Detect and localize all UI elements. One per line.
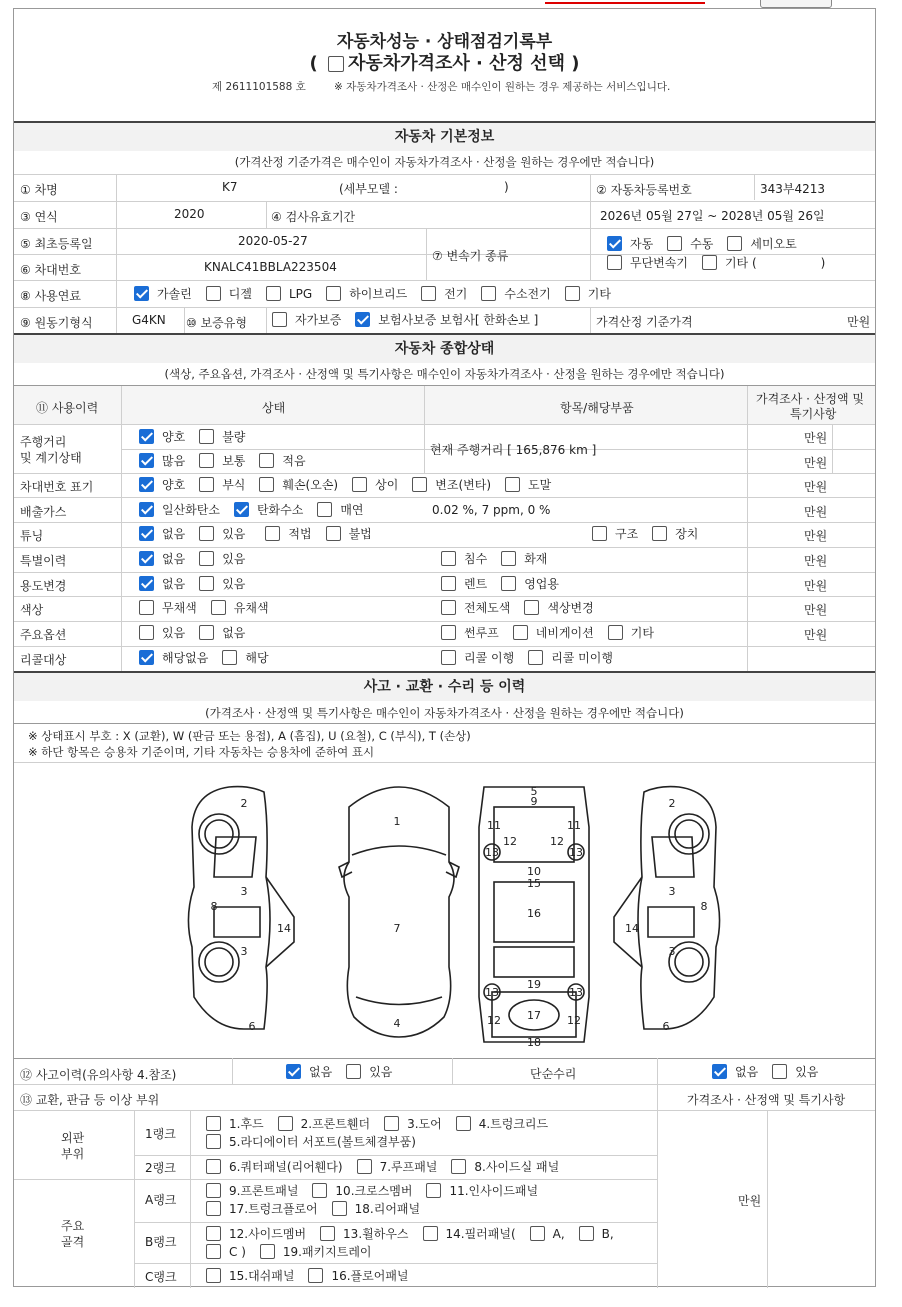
warranty-self-checkbox[interactable] [272,312,287,327]
exchange-price: 만원 [738,1194,762,1208]
col-price-1: 가격조사 · 산정액 및 [756,392,864,406]
dg-bot-11b: 11 [567,819,581,832]
recall-not-applicable-checkbox[interactable] [139,650,154,665]
part-package-tray-checkbox[interactable] [260,1244,275,1259]
tuning-legal-checkbox[interactable] [265,526,280,541]
special-none-checkbox[interactable] [139,551,154,566]
mileage-normal-checkbox[interactable] [199,453,214,468]
dg-top-1: 1 [393,815,401,828]
fuel-diesel-checkbox[interactable] [206,286,221,301]
warranty-insurance-checkbox[interactable] [355,312,370,327]
accident-none-checkbox[interactable] [286,1064,301,1079]
emission-price: 만원 [804,505,828,519]
dg-right-8: 8 [700,900,708,913]
option-etc-checkbox[interactable] [608,625,623,640]
basic-header: 자동차 기본정보 [14,121,875,151]
recall-applicable-checkbox[interactable] [222,650,237,665]
dg-left-2: 2 [240,797,248,810]
recall-status-options: 리콜 이행 리콜 미이행 [441,649,627,666]
vin-mark-good-checkbox[interactable] [139,477,154,492]
inspection-record-page [13,8,876,1287]
accident-note: (가격조사 · 산정액 및 특기사항은 매수인이 자동차가격조사 · 산정을 원하는 경우에만 적습니다) [205,706,684,720]
meter-bad-checkbox[interactable] [199,429,214,444]
car-diagram [174,767,734,1047]
options-exists-checkbox[interactable] [139,625,154,640]
special-price: 만원 [804,554,828,568]
trans-other-checkbox[interactable] [702,255,717,270]
option-navi-checkbox[interactable] [513,625,528,640]
meter-state-options: 양호 불량 [139,428,259,445]
part-trunk-floor-checkbox[interactable] [206,1201,221,1216]
fuel-hybrid-checkbox[interactable] [326,286,341,301]
detail-model-label: (세부모델 : [339,182,398,196]
emission-options: 일산화탄소 탄화수소 매연 [139,501,378,518]
mileage-many-checkbox[interactable] [139,453,154,468]
dg-bot-13d: 13 [569,986,583,999]
pillar-b-checkbox[interactable] [579,1226,594,1241]
col-price-2: 특기사항 [790,407,837,421]
mileage-price-1: 만원 [804,431,828,445]
color-change-options: 전체도색 색상변경 [441,599,608,616]
recall-options: 해당없음 해당 [139,649,283,666]
rankB-row-2: C ) 19.패키지트레이 [206,1243,386,1260]
col-item: 항목/해당부품 [560,401,634,415]
vin-mark-damage-checkbox[interactable] [259,477,274,492]
car-name-label: ① 차명 [20,183,58,197]
price-service-checkbox[interactable] [328,56,344,72]
color-chromatic-checkbox[interactable] [211,600,226,615]
simple-repair-exists-checkbox[interactable] [772,1064,787,1079]
recall-not-done-checkbox[interactable] [528,650,543,665]
fuel-label: ⑧ 사용연료 [20,289,81,303]
first-reg-label: ⑤ 최초등록일 [20,237,93,251]
part-quarter-panel-checkbox[interactable] [206,1159,221,1174]
pillar-c-checkbox[interactable] [206,1244,221,1259]
vin-mark-corrosion-checkbox[interactable] [199,477,214,492]
color-price: 만원 [804,603,828,617]
transmission-row-1: 자동 수동 세미오토 [607,235,811,252]
recall-done-checkbox[interactable] [441,650,456,665]
warranty-options: 자가보증 보험사보증 보험사[ 한화손보 ] [272,311,552,328]
first-reg-value: 2020-05-27 [238,234,308,248]
rankB-row-1: 12.사이드멤버 13.휠하우스 14.필러패널( A, B, [206,1225,628,1242]
color-change-checkbox[interactable] [524,600,539,615]
usage-price: 만원 [804,579,828,593]
dg-left-3a: 3 [240,885,248,898]
dg-left-6: 6 [248,1020,256,1033]
rankA-row-2: 17.트렁크플로어 18.리어패널 [206,1200,434,1217]
vin-mark-mismatch-checkbox[interactable] [352,477,367,492]
accident-history-options: 없음 있음 [286,1063,406,1080]
top-red-link[interactable] [545,0,705,4]
usage-rent-checkbox[interactable] [441,576,456,591]
emission-values: 0.02 %, 7 ppm, 0 % [432,503,551,517]
dg-bot-19: 19 [527,978,541,991]
options-type-options: 썬루프 네비게이션 기타 [441,624,668,641]
dg-bot-5: 5 [530,785,538,798]
special-exists-checkbox[interactable] [199,551,214,566]
dg-bot-10: 10 [527,865,541,878]
tuning-options: 없음 있음 적법 불법 [139,525,386,542]
usage-label: 용도변경 [20,579,67,593]
trans-manual-checkbox[interactable] [667,236,682,251]
dg-left-14: 14 [277,922,291,935]
tuning-device-checkbox[interactable] [652,526,667,541]
usage-options: 없음 있음 [139,575,259,592]
dg-bot-12b: 12 [550,835,564,848]
main-label-2: 골격 [61,1235,85,1249]
part-radiator-support-checkbox[interactable] [206,1134,221,1149]
doc-number: 제 2611101588 호 [212,81,306,93]
part-front-panel-checkbox[interactable] [206,1183,221,1198]
mileage-amount-options: 많음 보통 적음 [139,452,320,469]
part-dash-panel-checkbox[interactable] [206,1268,221,1283]
special-fire-checkbox[interactable] [501,551,516,566]
special-flood-checkbox[interactable] [441,551,456,566]
mileage-label-2: 및 계기상태 [20,451,82,465]
legend-2: ※ 하단 항목은 승용차 기준이며, 기타 자동차는 승용차에 준하여 표시 [28,745,375,759]
options-none-checkbox[interactable] [199,625,214,640]
special-options: 없음 있음 [139,550,259,567]
legend-1: ※ 상태표시 부호 : X (교환), W (판금 또는 용접), A (흠집), U (요철), C (부식), T (손상) [28,729,471,743]
warranty-label: ⑩ 보증유형 [186,316,247,330]
fuel-hydrogen-checkbox[interactable] [481,286,496,301]
rankA-label: A랭크 [145,1193,177,1207]
emission-smoke-checkbox[interactable] [317,502,332,517]
dg-top-4: 4 [393,1017,401,1030]
main-label-1: 주요 [61,1219,85,1233]
color-options: 무채색 유채색 [139,599,283,616]
part-cross-member-checkbox[interactable] [312,1183,327,1198]
mileage-value: 현재 주행거리 [ 165,876 km ] [430,443,597,457]
dg-top-7: 7 [393,922,401,935]
fuel-gasoline-checkbox[interactable] [134,286,149,301]
col-history: ⑪ 사용이력 [36,401,99,415]
usage-type-options: 렌트 영업용 [441,575,573,592]
simple-repair-none-checkbox[interactable] [712,1064,727,1079]
dg-bot-13c: 13 [485,986,499,999]
tuning-exists-checkbox[interactable] [199,526,214,541]
accident-header: 사고 · 교환 · 수리 등 이력 [14,671,875,701]
validity-label: ④ 검사유효기간 [271,210,356,224]
dg-bot-12d: 12 [567,1014,581,1027]
top-button[interactable] [760,0,832,8]
pillar-a-checkbox[interactable] [530,1226,545,1241]
dg-bot-13a: 13 [485,846,499,859]
dg-right-6: 6 [662,1020,670,1033]
part-rear-panel-checkbox[interactable] [332,1201,347,1216]
exchange-label: ⑬ 교환, 판금 등 이상 부위 [20,1093,160,1107]
color-label: 색상 [20,603,44,617]
fuel-options: 가솔린 디젤 LPG 하이브리드 전기 수소전기 기타 [134,285,625,302]
year-label: ③ 연식 [20,210,58,224]
vin-mark-smear-checkbox[interactable] [505,477,520,492]
dg-bot-17: 17 [527,1009,541,1022]
option-sunroof-checkbox[interactable] [441,625,456,640]
vin-label: ⑥ 차대번호 [20,263,81,277]
validity-value: 2026년 05월 27일 ~ 2028년 05월 26일 [600,209,825,223]
rankB-label: B랭크 [145,1235,177,1249]
color-full-paint-checkbox[interactable] [441,600,456,615]
part-door-checkbox[interactable] [384,1116,399,1131]
car-name-value: K7 [222,180,238,194]
outer-label-1: 외판 [61,1131,85,1145]
accident-exists-checkbox[interactable] [346,1064,361,1079]
tuning-structure-checkbox[interactable] [592,526,607,541]
base-price-label: 가격산정 기준가격 [596,315,693,329]
reg-no-value: 343부4213 [760,182,826,196]
fuel-lpg-checkbox[interactable] [266,286,281,301]
simple-repair-label: 단순수리 [530,1067,577,1081]
part-side-sill-checkbox[interactable] [451,1159,466,1174]
detail-model-close: ) [504,180,509,194]
vin-mark-label: 차대번호 표기 [20,480,94,494]
engine-value: G4KN [132,313,166,327]
part-wheel-house-checkbox[interactable] [320,1226,335,1241]
tuning-none-checkbox[interactable] [139,526,154,541]
reg-no-label: ② 자동차등록번호 [596,183,692,197]
rankA-row-1: 9.프론트패널 10.크로스멤버 11.인사이드패널 [206,1182,552,1199]
col-state: 상태 [262,401,286,415]
color-achromatic-checkbox[interactable] [139,600,154,615]
rankC-row: 15.대쉬패널 16.플로어패널 [206,1267,423,1284]
options-label: 주요옵션 [20,628,67,642]
dg-left-3b: 3 [240,945,248,958]
part-inside-panel-checkbox[interactable] [426,1183,441,1198]
accident-history-label: ⑫ 사고이력(유의사항 4.참조) [20,1068,177,1082]
emission-co-checkbox[interactable] [139,502,154,517]
exchange-price-note: 가격조사 · 산정액 및 특기사항 [687,1093,846,1107]
options-price: 만원 [804,628,828,642]
status-header: 자동차 종합상태 [14,333,875,363]
vin-value: KNALC41BBLA223504 [204,260,337,274]
rank1-label: 1랭크 [145,1127,176,1141]
emission-label: 배출가스 [20,505,67,519]
dg-bot-16: 16 [527,907,541,920]
part-side-member-checkbox[interactable] [206,1226,221,1241]
tuning-type-options: 구조 장치 [592,525,712,542]
dg-bot-15: 15 [527,877,541,890]
part-trunk-lid-checkbox[interactable] [456,1116,471,1131]
part-pillar-panel-checkbox[interactable] [423,1226,438,1241]
special-type-options: 침수 화재 [441,550,561,567]
vin-mark-alter-checkbox[interactable] [412,477,427,492]
engine-label: ⑨ 원동기형식 [20,316,93,330]
rank1-row-1: 1.후드 2.프론트휀더 3.도어 4.트렁크리드 [206,1115,562,1132]
trans-auto-checkbox[interactable] [607,236,622,251]
vin-mark-price: 만원 [804,480,828,494]
simple-repair-options: 없음 있음 [712,1063,832,1080]
dg-left-8: 8 [210,900,218,913]
doc-subtitle: ( 자동차가격조사 · 산정 선택 ) [309,53,580,74]
rank2-row: 6.쿼터패널(리어휀다) 7.루프패널 8.사이드실 패널 [206,1158,573,1175]
dg-bot-9: 9 [530,795,538,808]
tuning-illegal-checkbox[interactable] [326,526,341,541]
year-value: 2020 [174,207,205,221]
vin-mark-options: 양호 부식 훼손(오손) 상이 변조(변타) 도말 [139,476,565,493]
tuning-price: 만원 [804,529,828,543]
rank1-row-2: 5.라디에이터 서포트(볼트체결부품) [206,1133,430,1150]
dg-right-2: 2 [668,797,676,810]
doc-title: 자동차성능 · 상태점검기록부 [336,32,553,52]
dg-bot-18: 18 [527,1036,541,1047]
dg-bot-12c: 12 [487,1014,501,1027]
usage-none-checkbox[interactable] [139,576,154,591]
mileage-few-checkbox[interactable] [259,453,274,468]
rankC-label: C랭크 [145,1270,177,1284]
rank2-label: 2랭크 [145,1161,176,1175]
fuel-electric-checkbox[interactable] [421,286,436,301]
dg-right-3b: 3 [668,945,676,958]
transmission-row-2: 무단변속기 기타 ( ) [607,254,825,271]
dg-bot-11a: 11 [487,819,501,832]
outer-label-2: 부위 [61,1147,85,1161]
dg-bot-12a: 12 [503,835,517,848]
dg-right-14: 14 [625,922,639,935]
basic-note: (가격산정 기준가격은 매수인이 자동차가격조사 · 산정을 원하는 경우에만 적습니다) [234,155,655,169]
recall-label: 리콜대상 [20,653,67,667]
status-note: (색상, 주요옵션, 가격조사 · 산정액 및 특기사항은 매수인이 자동차가격조사 · 산정을 원하는 경우에만 적습니다) [164,367,725,381]
usage-exists-checkbox[interactable] [199,576,214,591]
mileage-price-2: 만원 [804,456,828,470]
part-floor-panel-checkbox[interactable] [308,1268,323,1283]
meter-good-checkbox[interactable] [139,429,154,444]
emission-hc-checkbox[interactable] [234,502,249,517]
options-exist-options: 있음 없음 [139,624,259,641]
base-price-unit: 만원 [847,315,871,329]
fuel-other-checkbox[interactable] [565,286,580,301]
part-hood-checkbox[interactable] [206,1116,221,1131]
special-label: 특별이력 [20,554,67,568]
dg-right-3a: 3 [668,885,676,898]
part-roof-panel-checkbox[interactable] [357,1159,372,1174]
dg-bot-13b: 13 [569,846,583,859]
transmission-label: ⑦ 변속기 종류 [432,249,509,263]
trans-cvt-checkbox[interactable] [607,255,622,270]
usage-business-checkbox[interactable] [501,576,516,591]
top-strip [0,0,902,8]
mileage-label-1: 주행거리 [20,435,67,449]
trans-semi-checkbox[interactable] [727,236,742,251]
service-note: ※ 자동차가격조사 · 산정은 매수인이 원하는 경우 제공하는 서비스입니다. [334,81,671,93]
part-front-fender-checkbox[interactable] [278,1116,293,1131]
tuning-label: 튜닝 [20,529,44,543]
